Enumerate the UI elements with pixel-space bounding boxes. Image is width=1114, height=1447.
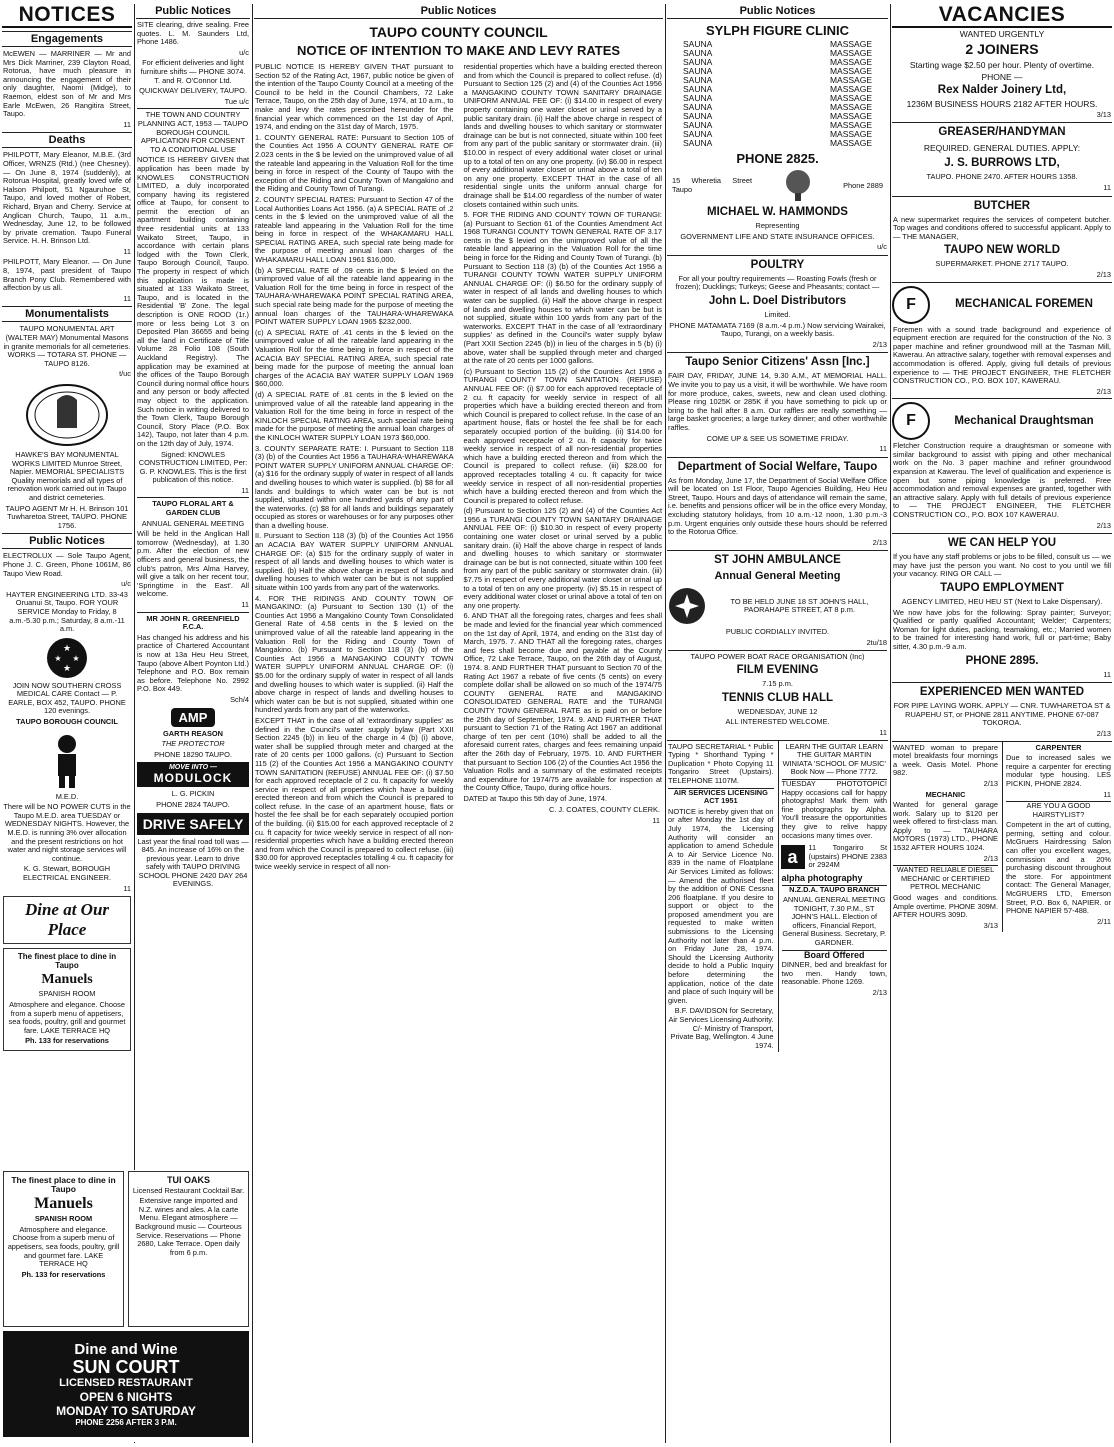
column-rule xyxy=(890,4,891,1443)
spanish-room: SPANISH ROOM xyxy=(34,1214,93,1224)
council-notice-right xyxy=(463,61,664,874)
restaurant-row xyxy=(2,1170,250,1328)
council-notice-body xyxy=(254,61,663,874)
new-world-code: 2/13 xyxy=(1096,269,1111,279)
svg-text:★: ★ xyxy=(54,653,62,663)
draughtsman-code: 2/13 xyxy=(1096,520,1111,530)
dine-logo: Dine at Our Place xyxy=(24,900,110,940)
mechanical-foremen-header xyxy=(892,282,1112,324)
column-rule xyxy=(665,4,666,1443)
st-john-body xyxy=(667,586,888,626)
representing: Representing xyxy=(755,221,800,230)
rates-para-separate: 3. COUNTY SEPARATE RATE: I. Pursuant to Section 118 (3) (b) of the Counties Act 1956 a TAUHARA-WHAREWAKA POINT WATER SUPPLY UNIFORM ANNUAL CHARGE OF: (a) $16 for the ordinary supply of water in respect of all lands and dwelling houses to which water is supplied. (b) $8 for all lands and buildings to which water can be but is not supplied, situated within one hundred yards of any part of the waterworks. (c) $8 for all lands and buildings separately occupied as stores or warehouses or for any purposes other than a dwelling house. xyxy=(255,443,454,530)
alpha-address: 11 Tongariro St (upstairs) PHONE 2383 or 2924M xyxy=(808,843,887,870)
nalder-hours: 1236M BUSINESS HOURS 2182 AFTER HOURS. xyxy=(906,99,1098,110)
tui-oaks-heading: TUI OAKS xyxy=(166,1175,210,1185)
doel-limited: Limited. xyxy=(764,309,791,319)
alpha-name: alpha photography xyxy=(781,872,863,883)
sun-court-line-5: MONDAY TO SATURDAY xyxy=(56,1403,196,1418)
sun-court-line-3: LICENSED RESTAURANT xyxy=(59,1376,193,1389)
alpha-row xyxy=(781,842,889,872)
tennis-foot: ALL INTERESTED WELCOME. xyxy=(725,717,830,727)
public-notices-heading: Public Notices xyxy=(136,4,250,19)
vacancies-title: VACANCIES xyxy=(892,4,1112,28)
seniors-text: FAIR DAY, FRIDAY, JUNE 14, 9.30 A.M., AT MEMORIAL HALL. We invite you to pay us a visit, it will be worthwhile. We have room for more produce, cakes, sweets, new and clean used clothing. Please ring 1025K or 285K if you have something to pick up or bring to the hall after 8 a.m. Our raffles are really something — large basket groceries; a large turkey dinner; and other worthwhile raffles. xyxy=(668,371,887,432)
motel-ad: WANTED woman to prepare motel breakfasts four mornings a week. Oasis Motel. Phone 982. xyxy=(893,742,998,778)
mechanical-foremen-heading: MECHANICAL FOREMEN xyxy=(955,298,1093,311)
carpenter-number: 11 xyxy=(1103,789,1111,799)
small-vacancies-left xyxy=(892,742,999,933)
diesel-heading: WANTED RELIABLE DIESEL MECHANIC or CERTIFIED PETROL MECHANIC xyxy=(893,865,998,892)
gov-code: u/c xyxy=(877,242,887,252)
diesel-code: 3/13 xyxy=(983,920,998,930)
burrows-number: 11 xyxy=(1103,182,1111,192)
air-services-text: NOTICE is hereby given that on or after Monday the 1st day of July 1974, the Licensing Authority will consider an application to amend Schedule A to Air Service Licence No. 839 in the name of Floatplane Air Services Limited as follows:— Amend the authorised fleet by the addition of ONE Cessna 206 floatplane. If you desire to support or object to the proposed amendment you are requested to make written submissions to the Licensing Authority not later than 4 p.m. on Friday June 28, 1974. Should the Licensing Authority decide to hold a Public Inquiry before determining the application, notice of the date and place of such Inquiry will be given. xyxy=(668,806,774,1005)
monumentalists-heading: Monumentalists xyxy=(2,306,132,322)
mechanical-foremen-text: Foremen with a sound trade background and experience of equipment erection are required for the construction of the No. 3 paper machine and refiner groundwood mill at the Tasman Mill, Kawerau. An attractive salary, together with removal expenses and accommodation is offered. Apply, giving full details of previous experience to — THE PROJECT ENGINEER, THE FLETCHER CONSTRUCTION CO., P.O. BOX 107, KAWERAU. xyxy=(893,324,1112,386)
social-welfare-heading: Department of Social Welfare, Taupo xyxy=(667,457,888,474)
sauna-row: SAUNA MASSAGE xyxy=(683,48,872,58)
sauna-row: SAUNA MASSAGE xyxy=(683,39,872,49)
mechanic-code: 2/13 xyxy=(983,853,998,863)
dine-at-our-place-banner xyxy=(3,896,131,944)
air-services-heading: AIR SERVICES LICENSING ACT 1951 xyxy=(668,788,774,806)
rates-para-refuse: EXCEPT THAT in the case of all 'extraordinary supplies' as defined in the Council's water supply bylaw (Part XXII Section 2245 (b)) in lieu of the charge in 4 (b) (i) above, water shall be supplied through meter and charged at the rate of 20 cents per 1000 gallons. (c) Pursuant to Section 115 (2) of the Counties Act 1956 a MANGAKINO COUNTY TOWN SANITATION (REFUSE) ANNUAL FEE OF: (i) $7.50 for each approved receptacle of 2 cu. ft capacity for weekly service in respect of all properties which have a building erected thereon and from which the Council is prepared to collect refuse. In the case of an apartment house, flats or hostel the fee shall be for each separately occupied portion of the building. (ii) $15.00 for each approved receptacle of 2 cu. ft capacity for twice weekly service in respect of all non-residential properties which have a building erected thereon and from which the Council is prepared to collect refuse. (iii) $30.00 for approved receptacles totalling 4 cu. ft capacity for twice weekly service in respect of all non- xyxy=(255,715,454,872)
quickway-ad: QUICKWAY DELIVERY, TAUPO. xyxy=(139,86,247,96)
council-title: TAUPO COUNTY COUNCIL xyxy=(369,24,548,40)
manuels-phone: Ph. 133 for reservations xyxy=(21,1269,106,1279)
power-boat-heading: TAUPO POWER BOAT RACE ORGANISATION (Inc) xyxy=(668,650,887,662)
manuels-text: Atmosphere and elegance. Choose from a superb menu of appetisers, sea foods, poultry, grill and gourmet fare. LAKE TERRACE HQ xyxy=(7,1224,120,1269)
hairstylist-code: 2/11 xyxy=(1097,916,1111,926)
engagement-number: 11 xyxy=(123,119,131,129)
restaurant-ads xyxy=(2,947,132,1052)
social-welfare-text: As from Monday, June 17, the Department of Social Welfare Office will be located on 1st Floor, Taupo Agencies Building, Heu Heu Street, Taupo. Hours and days of attendance will remain the same, i.e. benefits and pensions officer will be in the office every Monday, excluding statutory holidays, from 10 a.m.-12 noon, 1.30 p.m.-3 p.m. Urgent enquiries only outside these hours should be referred to the Rotorua Office. xyxy=(668,475,887,537)
st-john-foot: PUBLIC CORDIALLY INVITED. xyxy=(725,627,830,637)
med-mascot-icon xyxy=(2,730,132,790)
board-offered-heading: Board Offered xyxy=(782,950,888,960)
finest-place: The finest place to dine in Taupo xyxy=(17,952,117,970)
death-number-2: 11 xyxy=(123,293,131,303)
modulock-logo: MODULOCK xyxy=(153,771,233,786)
engagements-heading: Engagements xyxy=(2,31,132,47)
svg-text:★: ★ xyxy=(62,662,72,673)
joiners-heading: 2 JOINERS xyxy=(965,40,1039,57)
amp-logo-icon xyxy=(136,708,250,727)
sauna-massage-list xyxy=(667,40,888,148)
st-john-agm: Annual General Meeting xyxy=(714,570,841,583)
employment-name: TAUPO EMPLOYMENT xyxy=(940,582,1064,594)
floral-text: Will be held in the Anglican Hall tomorrow (Wednesday), at 1.30 p.m. After the election of new officers and general business, the club's patron, Mrs Alma Harvey, will give a talk on her recent tour, 'Springtime in the East'. All welcome. xyxy=(137,529,249,599)
doel-name: John L. Doel Distributors xyxy=(708,294,847,307)
county-clerk-signature: C. J. COATES, COUNTY CLERK. xyxy=(548,805,660,815)
floral-club-heading: TAUPO FLORAL ART & GARDEN CLUB xyxy=(137,497,249,517)
sauna-row: SAUNA MASSAGE xyxy=(683,84,872,94)
experienced-men-code: 2/13 xyxy=(1096,728,1111,738)
rates-para-acacia: II. Pursuant to Section 118 (3) (b) of the Counties Act 1956 an ACACIA BAY WATER SUPPLY UNIFORM ANNUAL CHARGE OF: (a) $15 for the ordinary supply of water in respect of all lands and dwelling houses to which water is supplied. (b) Half the above charge in respect of lands and dwelling houses to which water can be but is not supplied situate within 100 yards from any part of the waterworks. xyxy=(255,531,454,593)
alpha-logo-icon: a xyxy=(781,845,805,869)
rates-para-turangi-refuse: (c) Pursuant to Section 115 (2) of the Counties Act 1956 a TURANGI COUNTY TOWN SANITATION (REFUSE) ANNUAL FEE OF: (i) $7.00 for each approved receptacle of 2 cu. ft capacity for weekly service in respect of all properties which have a building erected thereon and from which Council is prepared to collect refuse. In the case of an apartment house, flats or hostel the fee shall be for each separately occupied portion of the building. (ii) $14.00 for each approved receptacle of 2 cu. ft capacity for twice weekly service in respect of all non-residential properties which have a building erected thereon and from which the Council is prepared to collect refuse. (iii) $28.00 for approved receptacles totalling 4 cu. ft capacity for twice weekly service in respect of all non-residential properties which have a building erected thereon and from which the Council is prepared to collect refuse. xyxy=(463,366,662,505)
sun-court-ad xyxy=(3,1331,249,1437)
sauna-row: SAUNA MASSAGE xyxy=(683,138,872,148)
greaser-heading: GREASER/HANDYMAN xyxy=(892,122,1112,139)
notices-title: NOTICES xyxy=(2,4,132,28)
nalder-code: 3/13 xyxy=(1096,109,1111,119)
manuels-logo: Manuels xyxy=(34,1195,93,1213)
carpenter-text: Due to increased sales we require a carpenter for erecting modular type housing. LES PICKIN, PHONE 2824. xyxy=(1006,753,1111,788)
death-notice-2: PHILPOTT, Mary Eleanor. — On June 8, 1974, past president of Taupo Branch Pony Club. Remembered with affection by us all. xyxy=(3,257,131,293)
greenfield-heading: MR JOHN R. GREENFIELD F.C.A. xyxy=(137,612,249,632)
manuels-ad xyxy=(3,948,131,1051)
mechanic-heading: MECHANIC xyxy=(925,789,966,799)
hawkes-bay-agent: TAUPO AGENT Mr H. H. Brinson 101 Tuwharetoa Street, TAUPO. PHONE 1756. xyxy=(5,503,129,530)
wanted-urgently: WANTED URGENTLY xyxy=(959,29,1045,39)
hairstylist-heading: ARE YOU A GOOD HAIRSTYLIST? xyxy=(1006,801,1111,819)
southern-cross-star-icon xyxy=(2,637,132,679)
seniors-number: 11 xyxy=(879,444,887,454)
new-world-name: TAUPO NEW WORLD xyxy=(943,244,1061,257)
spanish-room: SPANISH ROOM xyxy=(38,989,96,999)
monu-code: t/uc xyxy=(119,369,131,379)
small-ads-right xyxy=(778,741,889,1053)
finest-place: The finest place to dine in Taupo xyxy=(11,1175,116,1194)
power-number: 11 xyxy=(123,883,131,893)
small-vacancies-grid xyxy=(892,741,1112,933)
film-evening: FILM EVENING xyxy=(736,664,819,677)
help-heading: WE CAN HELP YOU xyxy=(892,533,1112,550)
rates-para-general: 1. COUNTY GENERAL RATE: Pursuant to Section 105 of the Counties Act 1956 A COUNTY GENERAL RATE OF 2.023 cents in the $ be levied on the unimproved value of all the rateable land appearing in the Valuation Roll for the time being in force in respect of the County of Taupo with the exception of the Riding and County Town of Mangakino and the Riding and County Town of Turangi. xyxy=(255,132,454,194)
doel-code: 2/13 xyxy=(872,339,887,349)
greenfield-text: Has changed his address and his practice of Chartered Accountant is now at 13a Heu Heu Street, Taupo (above Albert Poynton Ltd.) Telephone and P.O. Box remain as before. Telephone No. 2992 P.O. Box 449. xyxy=(137,632,249,694)
planning-act-notice: NOTICE IS HEREBY GIVEN that application has been made by KNOWLES CONSTRUCTION LIMITED, a duly incorporated company having its registered office at Taupo, for consent to permit the erection of an apartment building containing three residential units at 133 Waikato Street, Taupo, in accordance with certain plans lodged with the Town Clerk, Taupo Borough Council, Taupo. The property in respect of which this application is made is situated at 133 Waikato Street, Taupo, and is located in the Residential 'B' Zone. The legal description is ONE ROOD (1r.) more or less being Lot 3 on Deposited Plan 36655 and being all the land in Certificate of Title Volume 28 Folio 108 (South Auckland Registry). The application may be examined at the offices of the Taupo Borough Council during normal office hours and any person or body affected may object to the application. Such notice in writing delivered to the Town Clerk, Taupo Borough Council, Story Place (P.O. Box 142), Taupo, not later than 4 p.m. on the 12th day of July, 1974. xyxy=(137,155,250,448)
diesel-text: Good wages and conditions. Ample overtime. PHONE 309M. AFTER HOURS 309D. xyxy=(893,893,998,920)
rates-para-drainage: residential properties which have a building erected thereon and from which the Council is prepared to collect refuse. (d) Pursuant to Section 125 (2) and (4) of the Counties Act 1956 a MANGAKINO COUNTY TOWN SANITARY DRAINAGE UNIFORM ANNUAL FEE OF: (i) $14.00 in respect of every property containing one water closet or urinal served by a public sanitary drain. (ii) Half the above charge in respect of lands and dwelling houses to which sanitary or stormwater drainage can be but is not connected, situate within 100 feet from any part of the public sanitary or stormwater drain. (iii) $10.00 in respect of every additional water closet or urinal up to a total of ten on any one property. (iv) $6.00 in respect of every additional water closet or urinal above a total of ten on any one property. EXCEPT THAT in the case of all residential single units the uniform annual charge for drainage shall be $14.00 regardless of the number of water closets contained within such units. xyxy=(463,62,662,209)
move-into: MOVE INTO — xyxy=(168,764,218,772)
dated-line: DATED at Taupo this 5th day of June, 1974. xyxy=(463,793,608,803)
tui-oaks-sub: Licensed Restaurant Cocktail Bar. xyxy=(132,1185,245,1195)
poultry-text: For all your poultry requirements — Roasting Fowls (fresh or frozen); Ducklings; Turkeys; Geese and Pheasants; contact — xyxy=(675,273,880,292)
sylph-clinic-title: SYLPH FIGURE CLINIC xyxy=(705,23,849,38)
sauna-row: SAUNA MASSAGE xyxy=(683,57,872,67)
insurance-globe-icon xyxy=(778,169,818,203)
manuels-phone: Ph. 133 for reservations xyxy=(25,1036,109,1046)
electrolux-code: u/c xyxy=(121,579,131,589)
amp-logo: AMP xyxy=(171,708,216,727)
driving-school-ad: Last year the final road toll was — 845. An increase of 16% on the previous year. Learn to drive safely with TAUPO DRIVING SCHOOL PHONE 2420 DAY 264 EVENINGS. xyxy=(137,836,249,889)
joiners-phone: PHONE — xyxy=(981,71,1023,82)
fletcher-logo-icon: F xyxy=(892,402,930,440)
st-john-text: TO BE HELD JUNE 18 ST JOHN'S HALL, PAORAHAPE STREET, AT 8 p.m. xyxy=(730,596,869,615)
st-john-heading: ST JOHN AMBULANCE xyxy=(667,550,888,567)
small-ads-left xyxy=(667,741,775,1053)
hairstylist-text: Competent in the art of cutting, perming, setting and colour. McGruers Hairdressing Salon can offer you excellent wages, commission and a 20% purchasing discount throughout the store. For appointment contact: The General Manager, McGRUERS LTD, Emerson Street, P.O. Box 6, NAPIER. or PHONE NAPIER 57-488. xyxy=(1006,820,1111,916)
rates-para-special-d: (d) A SPECIAL RATE of .81 cents in the $ levied on the unimproved value of all the rateable land appearing in the Valuation Roll for the time being in force in respect of the KINLOCH SPECIAL RATING AREA, such special rate being made for the purpose of meeting the annual loan charges of the KINLOCH WATER SUPPLY LOAN 1973 $60,000. xyxy=(255,389,454,442)
power-signature: K. G. Stewart, BOROUGH ELECTRICAL ENGINEER. xyxy=(22,864,112,882)
secretarial-ad: TAUPO SECRETARIAL * Public Typing * Shorthand Typing * Duplication * Photo Copying 11 Tongariro Street (Upstairs). TELEPHONE 1107M. xyxy=(668,741,774,785)
svg-text:★: ★ xyxy=(72,653,80,663)
notice-title: NOTICE OF INTENTION TO MAKE AND LEVY RATES xyxy=(296,43,621,58)
guitar-ad: LEARN THE GUITAR LEARN THE GUITAR MARTIN WINIATA 'SCHOOL OF MUSIC' Book Now — Phone 7772. xyxy=(782,741,886,777)
joiners-text: Starting wage $2.50 per hour. Plenty of overtime. xyxy=(909,59,1095,70)
greaser-text: REQUIRED. GENERAL DUTIES. APPLY: xyxy=(923,143,1081,154)
floral-number: 11 xyxy=(241,600,249,609)
greenfield-code: Sch/4 xyxy=(230,694,249,704)
fletcher-logo-icon: F xyxy=(892,286,930,324)
engagement-notice: McEWEN — MARRINER — Mr and Mrs Dick Marriner, 239 Clayton Road, Rotorua, have much pleasure in announcing the engagement of their only daughter, Naomi (Midge), to Raemon, eldest son of Mr and Mrs Earle McEwen, 26 Rangitira Street, Taupo. xyxy=(3,49,131,119)
planning-act-signature: Signed: KNOWLES CONSTRUCTION LIMITED, Per: G. P. KNOWLES. This is the first publication of this notice. xyxy=(138,449,248,485)
sylph-phone: PHONE 2825. xyxy=(736,151,819,166)
monumental-seal-icon xyxy=(2,382,132,448)
sauna-row: SAUNA MASSAGE xyxy=(683,93,872,103)
quickway-code: Tue u/c xyxy=(224,96,249,106)
rates-para-intro: PUBLIC NOTICE IS HEREBY GIVEN THAT pursuant to Section 52 of the Rating Act, 1967, public notice be given of the intention of the Taupo County Council at a meeting of the Council to be held in the Council Chambers, 72 Lake Terrace, Taupo, on the 25th day of June, 1974, at 10 a.m., to make and levy the rates prescribed hereunder for the financial year which commenced on the 1st day of April, 1974, and ending on the 31st day of March, 1975. xyxy=(255,62,454,132)
protector: THE PROTECTOR xyxy=(161,739,225,749)
help-text: If you have any staff problems or jobs to be filled, consult us — we may have just the person you want. No cost to you until we fill your vacancy. RING OR CALL — xyxy=(893,552,1111,579)
draughtsman-text: Fletcher Construction require a draughtsman or someone with similar background to assist with piping and other mechanical work on the No. 3 paper machine and refiner groundwood expansion at Kawerau. The level of qualification and experience is open but some piping knowledge is preferred. Free accommodation and removal expenses are granted, together with an attractive salary. Apply with full details of previous experience to — THE PROJECT ENGINEER, THE FLETCHER CONSTRUCTION CO., P.O. BOX 107 KAWERAU. xyxy=(893,441,1111,520)
floral-agm: ANNUAL GENERAL MEETING xyxy=(141,518,245,528)
med-label: M.E.D. xyxy=(55,791,79,801)
motel-code: 2/13 xyxy=(983,778,998,788)
public-notices-heading: Public Notices xyxy=(667,4,888,19)
garth-phone: PHONE 18290 TAUPO. xyxy=(154,749,232,759)
air-services-signature: B.F. DAVIDSON for Secretary, Air Services Licensing Authority. C/- Ministry of Transport, Private Bag, Wellington. 4 June 1974. xyxy=(668,1006,774,1050)
gov-insurance: GOVERNMENT LIFE AND STATE INSURANCE OFFICES. xyxy=(680,231,875,241)
sun-court-line-1: Dine and Wine xyxy=(74,1340,178,1358)
pickin-name: L. G. PICKIN xyxy=(171,789,215,799)
restaurant-ads-block xyxy=(2,1170,250,1442)
rates-para-special-c: (c) A SPECIAL RATE of .41 cents in the $ levied on the unimproved value of all the rateable land appearing in the Valuation Roll for the time being in force in respect of the ACACIA BAY SPECIAL RATING AREA, such special rate being made for the purpose of meeting the annual loan charges of the ACACIA BAY WATER SUPPLY LOAN 1969 $60,000. xyxy=(255,327,454,389)
st-john-cross-icon xyxy=(667,586,707,626)
tui-oaks-ad-box xyxy=(128,1171,249,1327)
modulock-banner xyxy=(137,762,249,787)
sauna-row: SAUNA MASSAGE xyxy=(683,120,872,130)
new-world-text: SUPERMARKET. PHONE 2717 TAUPO. xyxy=(935,259,1069,269)
burrows-name: J. S. BURROWS LTD, xyxy=(944,157,1060,170)
hammonds-address-row xyxy=(667,169,888,203)
employment-number: 11 xyxy=(1103,669,1111,679)
column-county-council xyxy=(254,4,663,1443)
rates-para-mangakino: 4. FOR THE RIDINGS AND COUNTY TOWN OF MANGAKINO: (a) Pursuant to Section 130 (1) of the Counties Act 1956 a Mangakino County Town Consolidated General Rate of 4.58 cents in the $ levied on the unimproved value of all the rateable land appearing in the Valuation Roll for the Riding and County Town of Mangakino. (b) Pursuant to Section 118 (3) (b) of the Counties Act 1956 a MANGAKINO COUNTY TOWN WATER SUPPLY UNIFORM ANNUAL CHARGE OF: (i) $5.00 for the ordinary supply of water in respect of all lands and dwelling houses to which water is supplied. (ii) Half the above charge in respect of lands and dwelling houses to which water can be but is not supplied, situated within one hundred yards from any part of the waterworks. xyxy=(255,593,454,715)
rates-para-special-b: (b) A SPECIAL RATE of .09 cents in the $ levied on the unimproved value of all the rateable land appearing in the Valuation Roll for the time being in force in respect of the TAUHARA-WHAREWAKA POINT SPECIAL RATING AREA, such special rate being made for the purpose of meeting the annual loan charges of the TAUHARA-WHAREWAKA POINT WATER SUPPLY LOAN 1965 $232,000. xyxy=(255,265,454,327)
death-number-1: 11 xyxy=(123,246,131,256)
sauna-row: SAUNA MASSAGE xyxy=(683,111,872,121)
tennis-number: 11 xyxy=(879,728,887,737)
nzda-heading: N.Z.D.A. TAUPO BRANCH xyxy=(782,885,888,895)
tennis-date: WEDNESDAY, JUNE 12 xyxy=(737,706,818,716)
public-notices-heading: Public Notices xyxy=(254,4,663,19)
small-ads-grid xyxy=(667,740,888,1053)
mechanic-text: Wanted for general garage work. Salary up to $120 per week offered to first-class man. Apply to — TAUHARA MOTORS (1973) LTD., PHONE 1532 AFTER HOURS 1024. xyxy=(893,800,998,853)
sun-court-line-4: OPEN 6 NIGHTS xyxy=(79,1389,173,1404)
svg-text:★: ★ xyxy=(62,642,72,653)
hammonds-name: MICHAEL W. HAMMONDS xyxy=(707,206,848,218)
rates-para-final: 6. AND THAT all the foregoing rates, charges and fees shall be made and levied for the financial year which commenced on the 1st day of April, 1974, and ending on the 31st day of March, 1975. 7. AND THAT all the foregoing rates, charges and fees shall become due and payable at the County Office, 72 Lake Terrace, Taupo, on the 26th day of August, 1974. 8. AND FURTHER THAT pursuant to Section 70 of the Rating Act 1967 a rebate of five cents (5 cents) on every complete dollar shall be allowed on so much of the 1974/75 COUNTY GENERAL RATE and MANGAKINO CONSOLIDATED GENERAL RATE and the TURANGI COUNTY TOWN GENERAL RATE as is paid on or before the 25th day of September, 1974. 9. AND FURTHER THAT pursuant to Section 71 of the Rating Act 1967 an additional charge of ten per cent (10%) shall be added to all the aforesaid current rates, charges and fees remaining unpaid after the 26th day of February, 1975. 10. AND FURTHER that pursuant to Section 106 (2) of the Counties Act 1956 the Valuation Rolls and a summary of the estimated receipts and expenditure for 1974/75 are available for inspection at the County Office, Taupo, during office hours. xyxy=(463,611,662,793)
phototopic-ad: TUESDAY PHOTOTOPIC! Happy occasions call for happy photographs! Mark them with fine photographs by Alpha. You'll treasure the opportunities they give to relive happy occasions many times over. xyxy=(781,778,887,840)
death-notice-1: PHILPOTT, Mary Eleanor, M.B.E. (3rd Officer, WRNZS (Rtd.) (nee Chesney). — On June 8, 1974 (suddenly), at Rotorua Hospital, greatly loved wife of Halson Philpott, 51 Ngauruhoe St, Taupo, and loved mother of Robert, Richard, Bryan and Cherry. Service at Anglican Church, Taupo, 11 a.m., Wednesday, June 12, to be followed by private cremation. Taupo Funeral Service. H. H. Brinson Ltd. xyxy=(3,150,131,246)
drive-safely-banner: DRIVE SAFELY xyxy=(137,813,249,835)
mechanical-foremen-code: 2/13 xyxy=(1096,386,1111,396)
st-john-code: 2tu/18 xyxy=(866,638,887,648)
employment-text: AGENCY LIMITED, HEU HEU ST (Next to Lake Dispensary). xyxy=(901,597,1103,606)
hammonds-phone: Phone 2889 xyxy=(843,180,883,190)
power-cuts-notice: There will be NO POWER CUTS in the Taupo M.E.D. area TUESDAY or WEDNESDAY NIGHTS. However, the M.E.D. is running 3% over allocation and the present restrictions on hot water and night storage services will continue. xyxy=(3,802,131,863)
doel-text: PHONE MATAMATA 7169 (8 a.m.-4 p.m.) Now servicing Wairakei, Taupo, Turangi, on a weekly basis. xyxy=(669,320,886,339)
carpenter-heading: CARPENTER xyxy=(1035,742,1082,752)
manuels-logo: Manuels xyxy=(41,972,93,988)
sauna-row: SAUNA MASSAGE xyxy=(683,75,872,85)
employment-phone: PHONE 2895. xyxy=(965,654,1039,667)
seniors-heading: Taupo Senior Citizens' Assn [Inc.] xyxy=(667,352,888,369)
column-vacancies xyxy=(892,4,1112,1443)
film-time: 7.15 p.m. xyxy=(762,679,793,689)
public-notices-heading: Public Notices xyxy=(2,533,132,549)
hayter-ad: HAYTER ENGINEERING LTD. 33-43 Oruanui St, Taupo. FOR YOUR SERVICE Monday to Friday, 8 a.m.-5.30 p.m.; Saturday, 8 a.m.-11 a.m. xyxy=(6,589,128,634)
rates-para-turangi: 5. FOR THE RIDING AND COUNTY TOWN OF TURANGI: (a) Pursuant to Section 61 of the Counties Amendment Act 1968 TURANGI COUNTY TOWN GENERAL RATE OF 3.17 cents in the $ levied on the unimproved value of all the rateable land appearing in the Valuation Roll for the time being in force for the Riding and County Town of Turangi. (b) Pursuant to Section 118 (3) (b) of the Counties Act 1956 a TURANGI COUNTY TOWN WATER SUPPLY UNIFORM ANNUAL CHARGE OF: (i) $6.50 for the ordinary supply of water in respect of all lands and dwelling houses to which water can be supplied. (ii) Half the above charge in respect of lands and dwelling houses to which water can be but is not supplied, situate within 100 yards from any part of the waterworks. EXCEPT THAT in the case of all 'extraordinary supplies' as defined in the Council's water supply bylaw (Part XXII Section 2245 (b)) in lieu of the charges in 5 (b) (i) above, water shall be supplied through meter and charged at the rate of 20 cents per 1000 gallons. xyxy=(463,210,662,366)
planning-act-heading: THE TOWN AND COUNTRY PLANNING ACT, 1953 — TAUPO BOROUGH COUNCIL APPLICATION FOR CONSENT TO A CONDITIONAL USE xyxy=(137,110,249,154)
burrows-text: TAUPO. PHONE 2470. AFTER HOURS 1358. xyxy=(926,172,1078,182)
poultry-heading: POULTRY xyxy=(667,255,888,272)
nalder-name: Rex Nalder Joinery Ltd, xyxy=(937,84,1067,97)
draughtsman-heading: Mechanical Draughtsman xyxy=(954,414,1094,427)
pickin-phone: PHONE 2824 TAUPO. xyxy=(156,799,230,809)
borough-council-heading: TAUPO BOROUGH COUNCIL xyxy=(16,717,118,727)
seniors-foot: COME UP & SEE US SOMETIME FRIDAY. xyxy=(706,433,849,443)
small-vacancies-right xyxy=(1002,742,1112,933)
column-rule xyxy=(252,4,253,1443)
tui-oaks-text: Extensive range imported and N.Z. wines and ales. A la carte Menu. Elegant atmosphere — Background music — Courteous Service. Reservations — Phone 2680, Lake Terrace. Open daily from 6 p.m. xyxy=(135,1196,242,1257)
council-notice-left xyxy=(254,61,455,874)
experienced-men-heading: EXPERIENCED MEN WANTED xyxy=(892,682,1112,699)
manuels-ad-box xyxy=(3,1171,124,1327)
taupo-monumental-ad: TAUPO MONUMENTAL ART (WALTER MAY) Monumental Masons in granite memorials for all cemeteries. WORKS — TOTARA ST. PHONE — TAUPO 8126. xyxy=(3,324,131,368)
site-code: u/c xyxy=(239,47,249,57)
council-notice-number: 11 xyxy=(652,816,660,826)
nzda-text: ANNUAL GENERAL MEETING TONIGHT, 7.30 P.M., ST JOHN'S HALL. Election of officers, Financial Report, General Business. Secretary, P. GARDNER. xyxy=(782,895,887,948)
sauna-row: SAUNA MASSAGE xyxy=(683,66,872,76)
draughtsman-header xyxy=(892,398,1112,440)
jobs-text: We now have jobs for the following: Spray painter; Surveyor; Qualified or partly qualified Accountant; Welder; Carpenters; Woman for light duties, packing, teamaking, etc.; Married women to be trained for interesting hand work, full or part-time; Baby sitter, 4.30 p.m.-9 a.m. xyxy=(893,607,1111,651)
sauna-row: SAUNA MASSAGE xyxy=(683,129,872,139)
social-welfare-code: 2/13 xyxy=(872,537,887,547)
tennis-club-hall: TENNIS CLUB HALL xyxy=(721,691,834,704)
board-offered-code: 2/13 xyxy=(872,988,887,998)
site-clearing-ad: SITE clearing, drive sealing. Free quotes. L. M. Saunders Ltd, Phone 1486. xyxy=(137,20,249,47)
southern-cross-ad: JOIN NOW SOUTHERN CROSS MEDICAL CARE Contact — P. EARLE, BOX 452, TAUPO. PHONE 120 evenings. xyxy=(8,680,126,716)
board-offered-text: DINNER, bed and breakfast for two men. Handy town, reasonable. Phone 1269. xyxy=(781,960,887,987)
butcher-heading: BUTCHER xyxy=(892,196,1112,213)
sauna-row: SAUNA MASSAGE xyxy=(683,102,872,112)
garth-reason: GARTH REASON xyxy=(163,728,223,738)
hammonds-address: 15 Wheretia Street Taupo xyxy=(672,176,752,194)
hawkes-bay-ad: HAWKE'S BAY MONUMENTAL WORKS LIMITED Munroe Street, Napier. MEMORIAL SPECIALISTS Quality memorials and all types of renovation work carried out in Taupo and district cemeteries. xyxy=(7,450,127,502)
rates-para-turangi-drainage: (d) Pursuant to Section 125 (2) and (4) of the Counties Act 1956 a TURANGI COUNTY TOWN SANITARY DRAINAGE ANNUAL FEE OF: (i) $10.30 in respect of every property containing one water closet or urinal served by a public sanitary drain. (ii) Half the above charge in respect of lands and dwelling houses to which sanitary or stormwater drainage can be but is not connected, situate within 100 feet from any part of the public sanitary or stormwater drain. (iii) $7.75 in respect of every additional water closet or urinal up to a total of ten on any one property. (iv) $5.15 in respect of every additional water closet or urinal above a total of ten on any one property. xyxy=(463,506,662,610)
manuels-text: Atmosphere and elegance. Choose from a superb menu of appetisers, sea foods, poultry, grill and gourmet fare. LAKE TERRACE HQ xyxy=(8,999,126,1035)
rates-para-special-a: 2. COUNTY SPECIAL RATES: Pursuant to Section 47 of the Local Authorities Loans Act 1956. (a) A SPECIAL RATE of .2 cents in the $ levied on the unimproved value of all the rateable land appearing in the Valuation Roll for the time being in force in respect of the WHAKAMARU HALL SPECIAL RATING AREA, such special rate being made for the purpose of meeting annual loan charges of the WHAKAMARU HALL LOAN 1961 $16,000. xyxy=(255,194,454,265)
electrolux-ad: ELECTROLUX — Sole Taupo Agent, Phone J. C. Green, Phone 1061M, 86 Taupo View Road. xyxy=(3,551,131,578)
experienced-men-text: FOR PIPE LAYING WORK. APPLY — CNR. TUWHARETOA ST & RUAPEHU ST, or PHONE 2811 ANYTIME. PHONE 67-087 TOKOROA. xyxy=(893,701,1111,728)
column-public-notices-2 xyxy=(667,4,888,1443)
butcher-text: A new supermarket requires the services of competent butcher. Top wages and conditions offered to successful applicant. Apply to — THE MANAGER, xyxy=(893,214,1111,241)
planning-act-number: 11 xyxy=(241,485,249,495)
deaths-heading: Deaths xyxy=(2,132,132,148)
sun-court-line-6: PHONE 2256 AFTER 3 P.M. xyxy=(75,1417,177,1427)
sun-court-line-2: SUN COURT xyxy=(72,1356,180,1377)
deliveries-ad: For efficient deliveries and light furniture shifts — PHONE 3074. T. and R. O'Connor Ltd. xyxy=(140,58,246,85)
